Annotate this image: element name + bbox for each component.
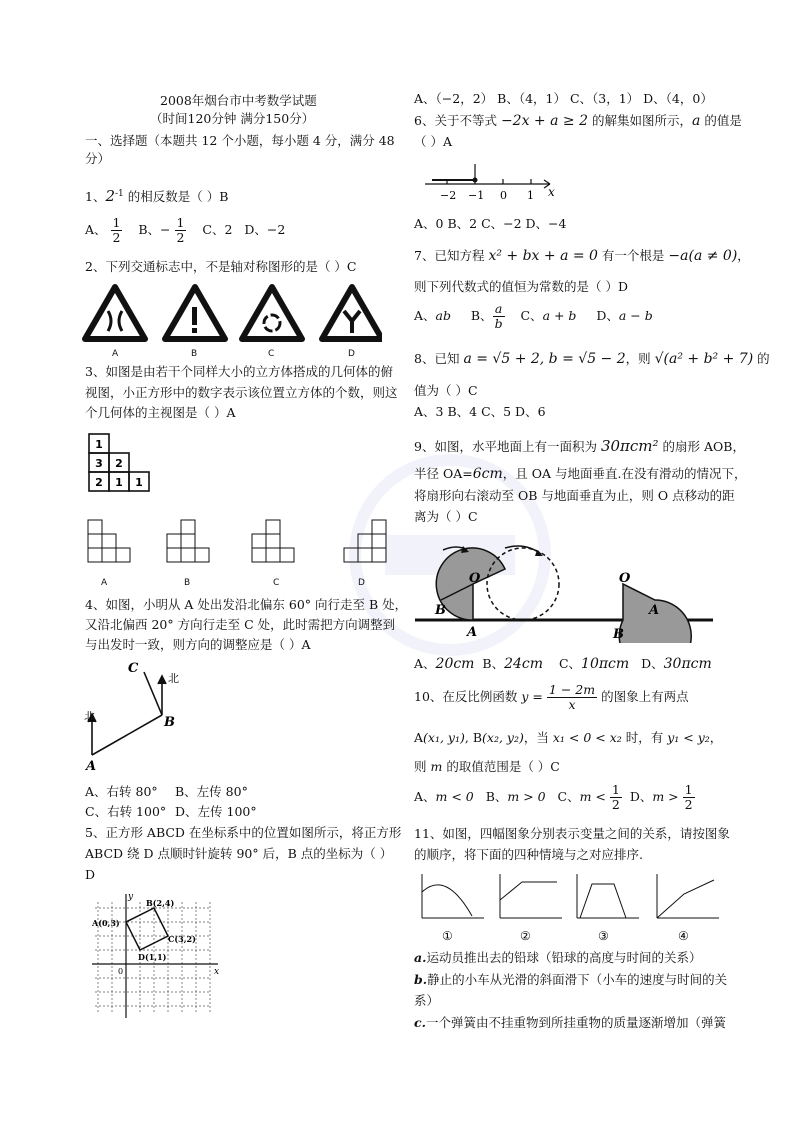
front-label-a: A	[101, 578, 108, 588]
question-3-line3: 个几何体的主视图是（ ）A	[85, 405, 236, 420]
question-9-line1: 9、如图，水平地面上有一面积为 30πcm² 的扇形 AOB，	[414, 437, 745, 455]
svg-text:C: C	[128, 661, 139, 676]
svg-text:北: 北	[84, 710, 95, 723]
question-9-options: A、20cm B、24cm C、10πcm D、30πcm	[414, 656, 712, 672]
sign-d	[322, 287, 382, 339]
svg-text:O: O	[469, 571, 481, 586]
question-6-line2: （ ）A	[414, 134, 453, 149]
question-9-line3: 将扇形向右滚动至 OB 与地面垂直为止，则 O 点移动的距	[414, 488, 735, 503]
question-4-opt-a: A、右转 80°	[85, 784, 158, 799]
svg-text:y: y	[128, 892, 134, 902]
svg-text:1: 1	[115, 476, 123, 489]
question-11-item-a: a.运动员推出去的铅球（铅球的高度与时间的关系）	[414, 950, 702, 965]
question-4-line3: 与出发时一致，则方向的调整应是（ ）A	[85, 637, 311, 652]
svg-text:3: 3	[95, 457, 103, 470]
question-11-item-c: c.一个弹簧由不挂重物到所挂重物的质量逐渐增加（弹簧	[414, 1015, 726, 1030]
question-4-opt-c: C、右转 100°	[85, 804, 167, 819]
question-4-opt-d: D、左传 100°	[175, 804, 257, 819]
section-heading-cont: 分）	[85, 151, 111, 166]
question-5-line2: ABCD 绕 D 点顺时针旋转 90° 后，B 点的坐标为（ ）	[85, 846, 393, 861]
question-4-opt-b: B、左传 80°	[175, 784, 248, 799]
question-9-line4: 离为（ ）C	[414, 509, 478, 524]
section-heading: 一、选择题（本题共 12 个小题，每小题 4 分，满分 48	[85, 133, 395, 148]
question-10-line2: A(x₁, y₁), B(x₂, y₂)，当 x₁ < 0 < x₂ 时，有 y₁ < y₂，	[414, 730, 723, 745]
coordinate-grid	[90, 890, 230, 1020]
question-10-options: A、m < 0 B、m > 0 C、m < $\frac{1}{2}$ D、m > $\frac{1}{2}$	[414, 782, 693, 812]
svg-text:x: x	[548, 185, 555, 199]
question-11-line2: 的顺序，将下面的四种情境与之对应排序.	[414, 847, 643, 862]
question-5-line3: D	[85, 867, 96, 882]
question-11-item-b: b.静止的小车从光滑的斜面滑下（小车的速度与时间的关	[414, 972, 728, 987]
sign-c	[242, 287, 302, 339]
svg-text:O: O	[619, 571, 631, 586]
question-7-options: A、ab B、 $\frac{a}{b}$ C、a + b D、a − b	[414, 301, 653, 331]
question-3-line2: 视图，小正方形中的数字表示该位置立方体的个数，则这	[85, 385, 398, 400]
front-label-c: C	[273, 578, 280, 588]
traffic-signs	[82, 283, 382, 345]
sign-label-d: D	[348, 349, 355, 359]
page-subtitle: （时间120分钟 满分150分）	[150, 111, 315, 126]
question-10-line1: 10、在反比例函数 y = $\frac{1 - 2m}{x}$ 的图象上有两点	[414, 682, 689, 712]
question-4-line1: 4、如图，小明从 A 处出发沿北偏东 60° 向行走至 B 处，	[85, 597, 408, 612]
svg-text:A: A	[467, 625, 478, 640]
question-8-line2: 值为（ ）C	[414, 383, 478, 398]
question-8-options: A、3 B、4 C、5 D、6	[414, 404, 546, 419]
question-9-line2: 半径 OA=6cm，且 OA 与地面垂直.在没有滑动的情况下，	[414, 466, 747, 482]
question-6-line1: 6、关于不等式 −2x + a ≥ 2 的解集如图所示，a 的值是	[414, 113, 742, 129]
sign-label-c: C	[268, 349, 275, 359]
svg-text:−2: −2	[440, 189, 457, 202]
svg-text:北: 北	[168, 672, 179, 685]
svg-text:①: ①	[442, 929, 453, 943]
direction-diagram	[84, 660, 194, 775]
sign-label-a: A	[112, 349, 119, 359]
front-label-d: D	[358, 578, 365, 588]
svg-text:B: B	[435, 603, 446, 618]
svg-text:−1: −1	[468, 189, 485, 202]
number-line	[420, 160, 570, 205]
question-11-item-b-cont: 系）	[414, 993, 440, 1008]
page-title: 2008年烟台市中考数学试题	[160, 93, 317, 108]
svg-text:2: 2	[95, 476, 103, 489]
question-3-line1: 3、如图是由若干个同样大小的立方体搭成的几何体的俯	[85, 364, 393, 379]
svg-text:A: A	[649, 603, 660, 618]
svg-text:D(1,1): D(1,1)	[138, 952, 167, 962]
svg-text:x: x	[214, 967, 220, 977]
question-7-line2: 则下列代数式的值恒为常数的是（ ）D	[414, 279, 628, 294]
sector-rolling-diagram	[415, 528, 715, 643]
svg-text:1: 1	[527, 189, 534, 202]
question-2: 2、下列交通标志中，不是轴对称图形的是（ ）C	[85, 259, 357, 274]
question-6-options: A、0 B、2 C、−2 D、−4	[414, 216, 567, 231]
sign-a	[85, 287, 145, 339]
question-1: 1、$2^{-1}$ 的相反数是（ ）B	[85, 187, 229, 206]
front-label-b: B	[184, 578, 191, 588]
question-11-line1: 11、如图，四幅图象分别表示变量之间的关系，请按图象	[414, 826, 730, 841]
top-view-grid	[88, 433, 154, 493]
svg-text:0: 0	[500, 189, 507, 202]
svg-text:1: 1	[135, 476, 143, 489]
sign-label-b: B	[191, 349, 198, 359]
svg-text:2: 2	[115, 457, 123, 470]
question-1-options: A、 $\frac{1}{2}$ B、− $\frac{1}{2}$ C、2 D、−2	[85, 215, 286, 245]
front-view-options	[86, 516, 396, 568]
svg-text:B(2,4): B(2,4)	[146, 898, 175, 908]
sign-b	[165, 287, 225, 339]
svg-text:0: 0	[118, 967, 124, 976]
svg-text:B: B	[164, 715, 175, 730]
svg-text:A: A	[86, 759, 97, 774]
question-8-line1: 8、已知 a = √5 + 2, b = √5 − 2，则 √(a² + b² + 7) 的	[414, 351, 770, 367]
svg-text:④: ④	[678, 929, 689, 943]
svg-text:C(3,2): C(3,2)	[168, 934, 196, 944]
svg-text:③: ③	[598, 929, 609, 943]
four-graphs	[412, 870, 732, 945]
question-4-line2: 又沿北偏西 20° 方向行走至 C 处，此时需把方向调整到	[85, 617, 396, 632]
question-5-options: A、（−2，2） B、（4，1） C、（3，1） D、（4，0）	[414, 91, 713, 106]
svg-text:②: ②	[520, 929, 531, 943]
question-10-line3: 则 m 的取值范围是（ ）C	[414, 759, 560, 774]
question-7-line1: 7、已知方程 x² + bx + a = 0 有一个根是 −a(a ≠ 0)，	[414, 248, 750, 264]
svg-text:A(0,3): A(0,3)	[92, 918, 120, 928]
svg-text:1: 1	[95, 438, 103, 451]
svg-text:B: B	[613, 627, 624, 642]
question-5-line1: 5、正方形 ABCD 在坐标系中的位置如图所示，将正方形	[85, 825, 402, 840]
